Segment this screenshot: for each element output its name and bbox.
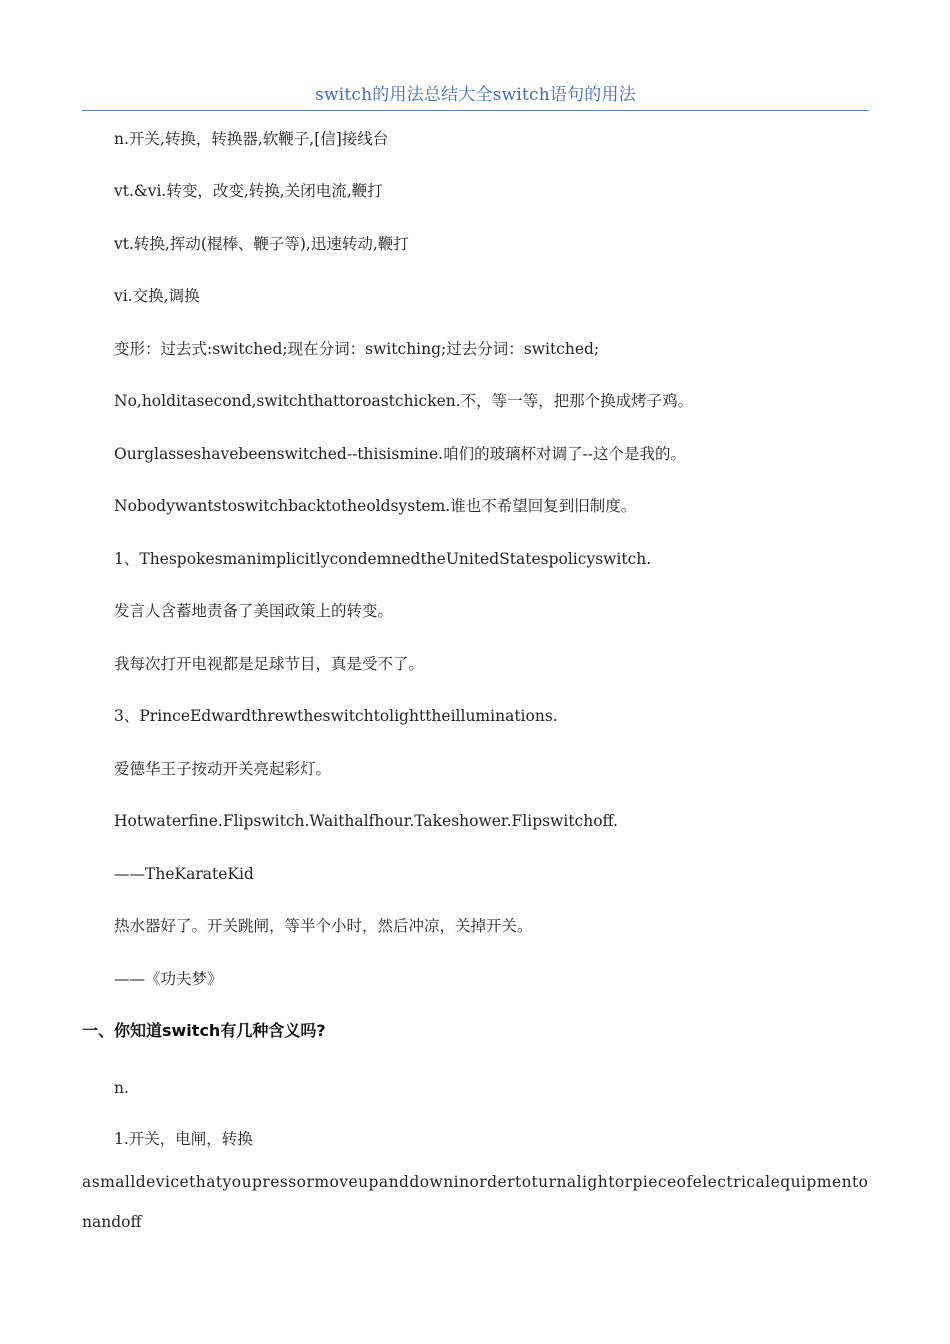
text-line: Ourglasseshavebeenswitched--thisismine.咱们的玻璃杯对调了--这个是我的。	[114, 445, 687, 463]
text-line: vi.交换,调换	[114, 287, 200, 305]
text-line: Nobodywantstoswitchbacktotheoldsystem.谁也不希望回复到旧制度。	[114, 497, 637, 515]
text-line: ——《功夫梦》	[114, 970, 223, 988]
text-line: vt.&vi.转变，改变,转换,关闭电流,鞭打	[114, 182, 383, 200]
definition-line: nandoff	[82, 1213, 142, 1231]
definition-line: asmalldevicethatyoupressormoveupanddowninordertoturnalightorpieceofelectricalequipmento	[82, 1173, 869, 1191]
sense-title: 1.开关，电闸，转换	[114, 1130, 253, 1148]
text-line: ——TheKarateKid	[114, 865, 254, 883]
text-line: 爱德华王子按动开关亮起彩灯。	[114, 760, 332, 778]
page-header	[82, 82, 869, 111]
text-line: 1、ThespokesmanimplicitlycondemnedtheUnitedStatespolicyswitch.	[114, 550, 652, 568]
text-line: 我每次打开电视都是足球节目，真是受不了。	[114, 655, 425, 673]
text-line: 发言人含蓄地责备了美国政策上的转变。	[114, 602, 394, 620]
section-heading: 一、你知道switch有几种含义吗?	[82, 1021, 326, 1040]
part-of-speech: n.	[114, 1079, 129, 1097]
text-line: 热水器好了。开关跳闸，等半个小时，然后冲凉，关掉开关。	[114, 917, 533, 935]
document-title: switch的用法总结大全switch语句的用法	[315, 85, 636, 105]
text-line: Hotwaterfine.Flipswitch.Waithalfhour.Takeshower.Flipswitchoff.	[114, 812, 618, 830]
text-line: 3、PrinceEdwardthrewtheswitchtolighttheilluminations.	[114, 707, 558, 725]
text-line: No,holditasecond,switchthattoroastchicken.不，等一等，把那个换成烤子鸡。	[114, 392, 694, 410]
text-line: n.开关,转换，转换器,软鞭子,[信]接线台	[114, 130, 389, 148]
text-line: vt.转换,挥动(棍棒、鞭子等),迅速转动,鞭打	[114, 235, 409, 253]
text-line: 变形：过去式:switched;现在分词：switching;过去分词：switched;	[114, 340, 600, 358]
